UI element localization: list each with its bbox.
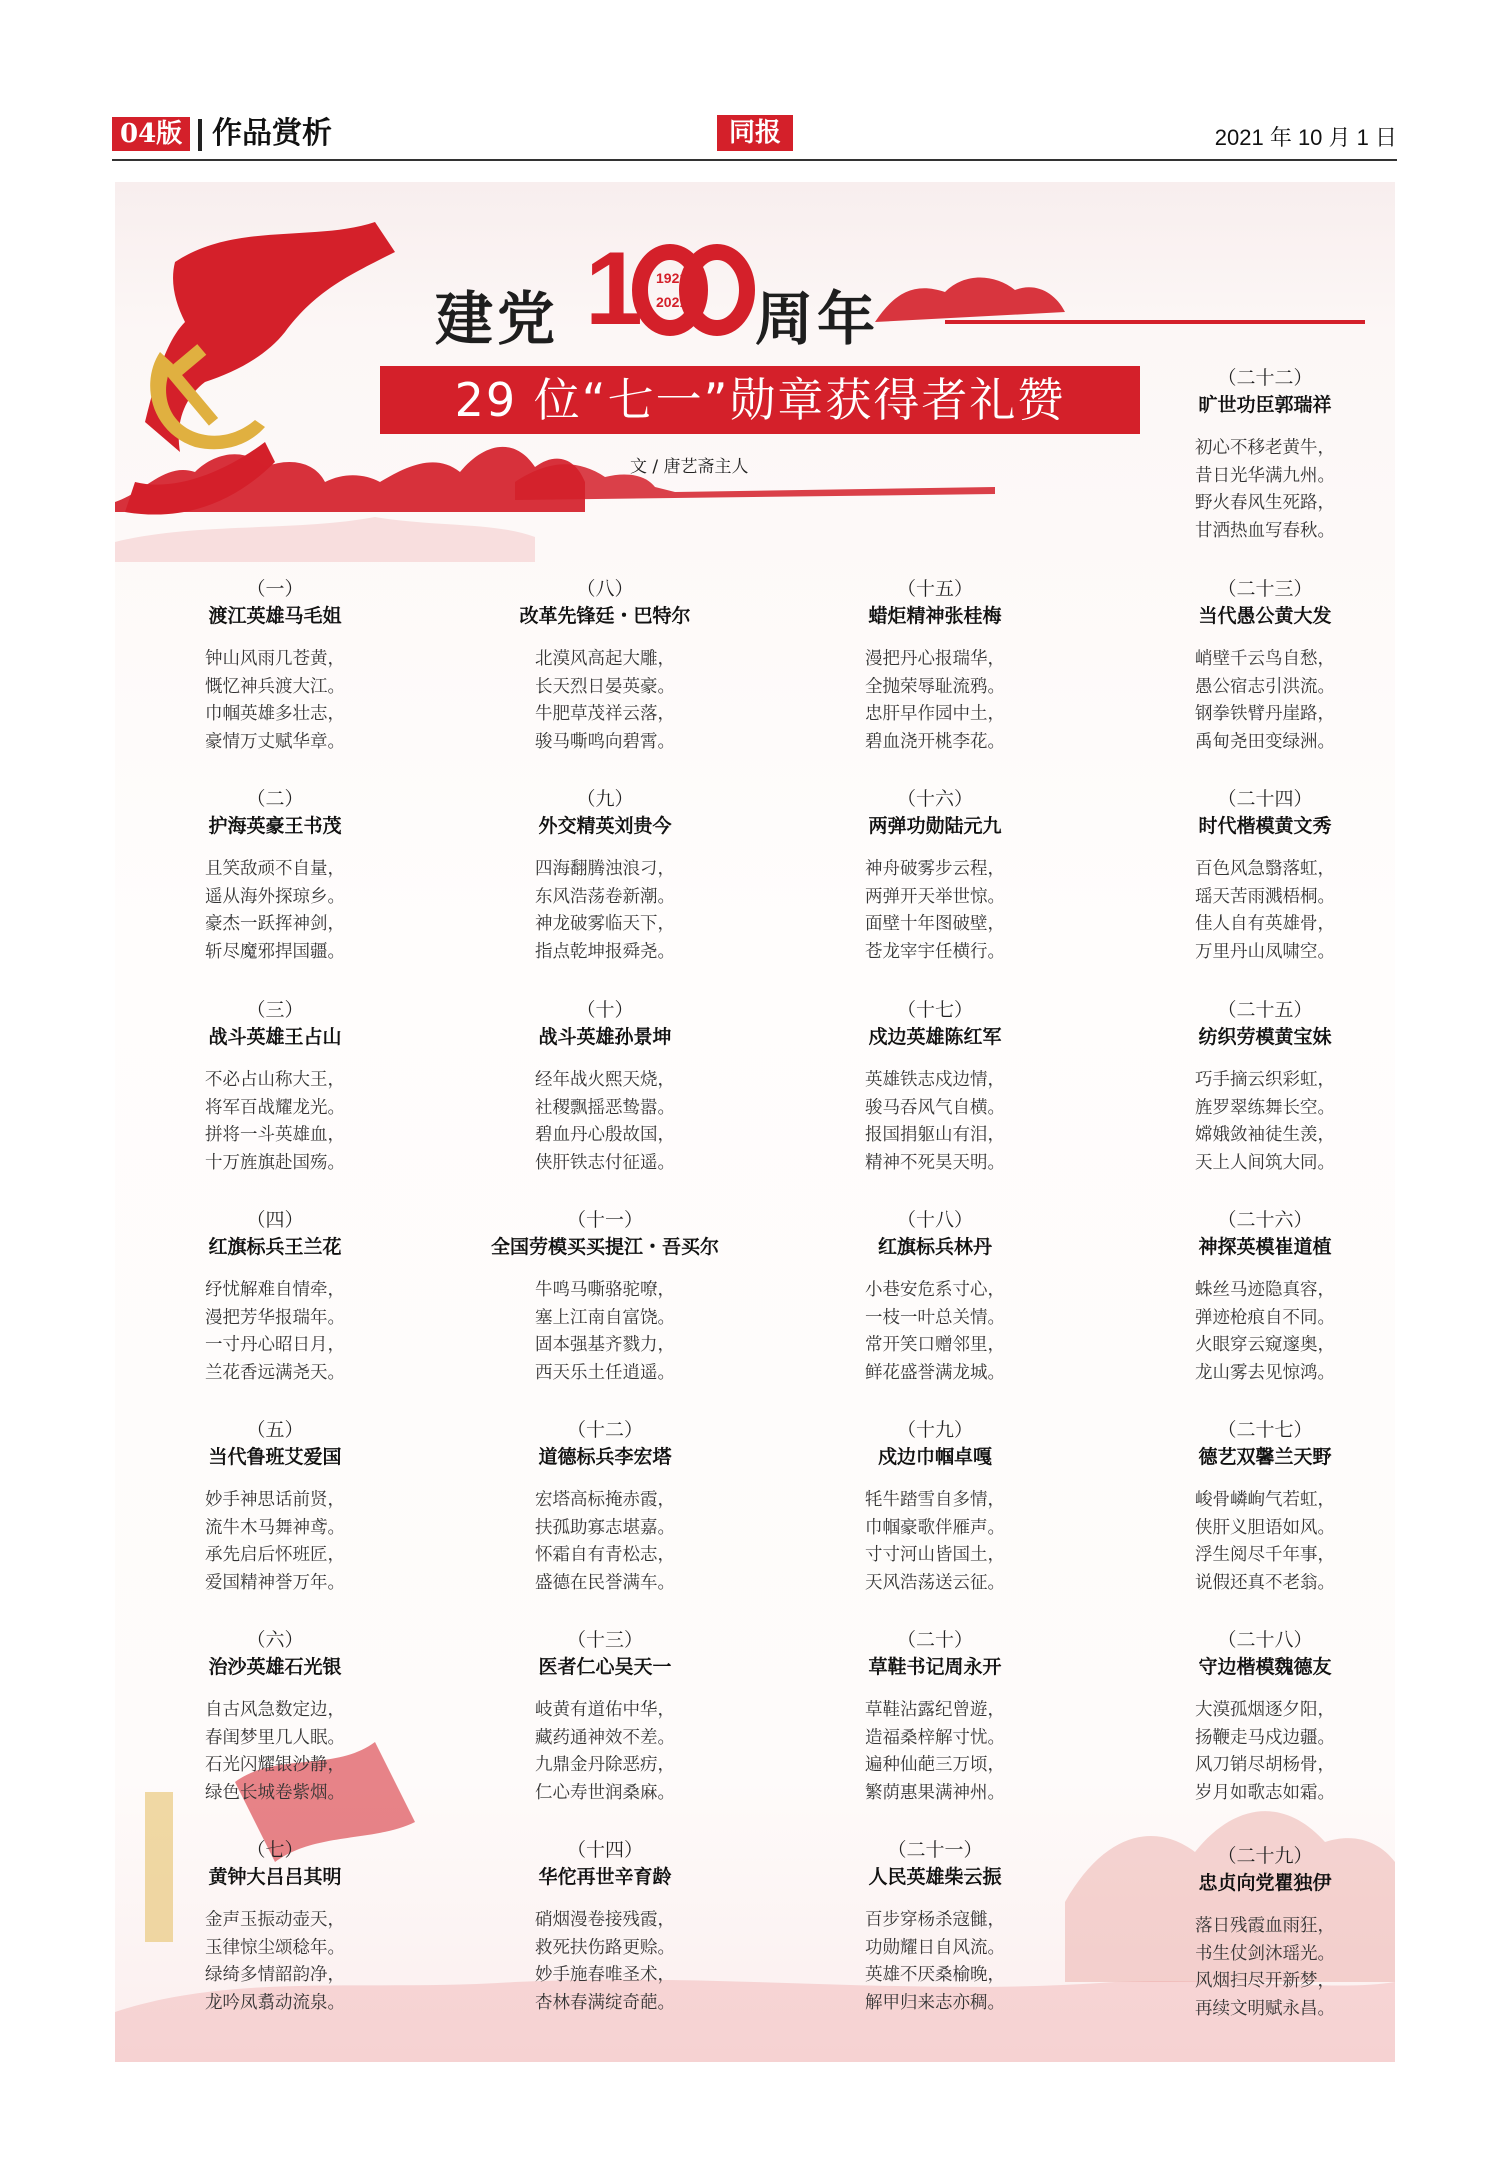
poem-verses: [455, 1067, 755, 1177]
page-title-right: 周年: [755, 285, 880, 353]
poem-line: 石光闪耀银沙静，: [205, 1755, 345, 1775]
poem-line: 玉律惊尘颂稔年。: [205, 1937, 345, 1958]
poem-title: 守边楷模魏德友: [1198, 1656, 1332, 1678]
poem-title: 红旗标兵王兰花: [208, 1236, 342, 1258]
red-mountains-mid: [515, 464, 995, 500]
newspaper-logo: 同报: [717, 115, 793, 151]
poem-title: 草鞋书记周永开: [868, 1656, 1002, 1678]
poem-block: [785, 1417, 1085, 1597]
poem-line: 兰花香远满尧天。: [205, 1362, 345, 1383]
pink-hills: [115, 517, 535, 562]
poem-title: 人民英雄柴云振: [868, 1866, 1002, 1888]
poem-line: 解甲归来志亦稠。: [865, 1992, 1005, 2013]
poem-verses: [1115, 1067, 1395, 1177]
poem-line: 常开笑口赠邻里，: [865, 1335, 1005, 1355]
poem-line: 一枝一叶总关情。: [865, 1307, 1005, 1328]
poem-line: 弹迹枪痕自不同。: [1195, 1307, 1335, 1328]
poem-line: 金声玉振动壶天，: [205, 1910, 345, 1930]
poem-verses: [1115, 1913, 1395, 2023]
poem-number: （七）: [246, 1839, 304, 1861]
poem-title: 忠贞向党瞿独伊: [1198, 1872, 1332, 1894]
poem-line: 报国捐躯山有泪，: [865, 1125, 1005, 1145]
hundred-digit-one: 1: [585, 232, 643, 342]
poem-number: （二十八）: [1217, 1629, 1313, 1651]
poem-block: [785, 1837, 1085, 2017]
poem-verses: [1115, 1277, 1395, 1387]
poem-verses: [785, 1067, 1085, 1177]
centenary-100-logo: [585, 232, 755, 342]
poem-block: [1115, 365, 1395, 545]
poem-number: （八）: [576, 578, 634, 600]
poem-verses: [785, 1907, 1085, 2017]
poem-number: （四）: [246, 1209, 304, 1231]
poem-line: 岐黄有道佑中华，: [535, 1700, 675, 1720]
poem-number: （十）: [576, 999, 634, 1021]
poem-line: 碧血浇开桃李花。: [865, 731, 1005, 752]
poem-verses: [125, 646, 425, 756]
poem-line: 岁月如歌志如霜。: [1195, 1782, 1335, 1803]
poem-block: [455, 1627, 755, 1807]
poem-line: 仁心寿世润桑麻。: [535, 1782, 675, 1803]
poem-number: （二十四）: [1217, 788, 1313, 810]
poem-block: [125, 1417, 425, 1597]
poem-block: [125, 997, 425, 1177]
centenary-100-graphic: [585, 232, 755, 342]
page-title-left: 建党: [435, 285, 560, 353]
poem-line: 自古风急数定边，: [205, 1700, 345, 1720]
poem-title: 渡江英雄马毛姐: [208, 605, 342, 627]
poem-number: （十六）: [896, 788, 973, 810]
poem-block: [125, 1837, 425, 2017]
poem-number: （二十二）: [1217, 367, 1313, 389]
poem-line: 龙吟凤翥动流泉。: [205, 1992, 345, 2013]
poem-line: 救死扶伤路更赊。: [535, 1937, 675, 1958]
poem-line: 寸寸河山皆国土，: [865, 1545, 1005, 1565]
poem-number: （十七）: [896, 999, 973, 1021]
poem-line: 甘洒热血写春秋。: [1195, 520, 1335, 541]
poem-line: 龙山雾去见惊鸿。: [1195, 1362, 1335, 1383]
poem-number: （一）: [246, 578, 304, 600]
poem-line: 忠肝早作园中土，: [865, 704, 1005, 724]
poem-line: 草鞋沾露纪曾遊，: [865, 1700, 1005, 1720]
poem-line: 扶孤助寡志堪嘉。: [535, 1517, 675, 1538]
section-title: 作品赏析: [212, 116, 332, 151]
poem-title: 旷世功臣郭瑞祥: [1198, 394, 1332, 416]
poem-block: [1115, 786, 1395, 966]
poem-line: 绿色长城卷紫烟。: [205, 1782, 345, 1803]
edition-badge: 04版: [112, 117, 190, 151]
poem-verses: [125, 856, 425, 966]
poem-line: 碧血丹心殷故国，: [535, 1125, 675, 1145]
poem-title: 护海英豪王书茂: [208, 815, 342, 837]
poem-number: （六）: [246, 1629, 304, 1651]
poem-line: 天上人间筑大同。: [1195, 1152, 1335, 1173]
poem-verses: [785, 646, 1085, 756]
poem-line: 怀霜自有青松志，: [535, 1545, 675, 1565]
poem-title: 戍边英雄陈红军: [868, 1026, 1002, 1048]
poem-line: 大漠孤烟逐夕阳，: [1195, 1700, 1335, 1720]
poem-number: （二）: [246, 788, 304, 810]
poem-verses: [1115, 646, 1395, 756]
poem-title: 全国劳模买买提江・吾买尔: [490, 1236, 719, 1258]
poem-verses: [785, 1277, 1085, 1387]
poem-line: 社稷飘摇恶鸷嚣。: [535, 1097, 675, 1118]
poem-line: 十万旌旗赴国殇。: [205, 1152, 345, 1173]
poem-block: [125, 1207, 425, 1387]
poem-line: 漫把芳华报瑞年。: [205, 1307, 345, 1328]
poem-title: 治沙英雄石光银: [208, 1656, 342, 1678]
poem-line: 宏塔高标掩赤霞，: [535, 1490, 675, 1510]
poem-line: 繁荫惠果满神州。: [865, 1782, 1005, 1803]
poem-line: 指点乾坤报舜尧。: [535, 941, 675, 962]
poem-line: 慨忆神兵渡大江。: [205, 676, 345, 697]
poem-verses: [125, 1277, 425, 1387]
poem-block: [785, 786, 1085, 966]
poem-line: 春闺梦里几人眠。: [205, 1727, 345, 1748]
poem-line: 巾帼豪歌伴雁声。: [865, 1517, 1005, 1538]
poem-title: 德艺双馨兰天野: [1198, 1446, 1332, 1468]
poem-number: （二十五）: [1217, 999, 1313, 1021]
poem-title: 蜡炬精神张桂梅: [868, 605, 1002, 627]
poem-block: [455, 997, 755, 1177]
poem-line: 北漠风高起大雕，: [535, 649, 675, 669]
poem-line: 鲜花盛誉满龙城。: [865, 1362, 1005, 1383]
poem-line: 侠肝义胆语如风。: [1195, 1517, 1335, 1538]
poem-line: 牛肥草茂祥云落，: [535, 704, 675, 724]
poem-title: 华佗再世辛育龄: [538, 1866, 672, 1888]
poem-block: [785, 1627, 1085, 1807]
poem-title: 战斗英雄王占山: [208, 1026, 342, 1048]
poem-line: 精神不死昊天明。: [865, 1152, 1005, 1173]
poem-line: 豪情万丈赋华章。: [205, 731, 345, 752]
poem-title: 道德标兵李宏塔: [538, 1446, 672, 1468]
poem-block: [125, 786, 425, 966]
poem-line: 漫把丹心报瑞华，: [865, 649, 1005, 669]
poem-line: 初心不移老黄牛，: [1195, 438, 1335, 458]
poem-block: [785, 997, 1085, 1177]
red-ribbon-icon: [145, 222, 395, 452]
poem-line: 功勋耀日自风流。: [865, 1937, 1005, 1958]
poem-line: 爱国精神誉万年。: [205, 1572, 345, 1593]
poem-verses: [785, 1487, 1085, 1597]
poem-line: 天风浩荡送云征。: [865, 1572, 1005, 1593]
poem-line: 旌罗翠练舞长空。: [1195, 1097, 1335, 1118]
poem-line: 造福桑梓解寸忧。: [865, 1727, 1005, 1748]
poem-line: 斩尽魔邪捍国疆。: [205, 941, 345, 962]
poem-number: （二十七）: [1217, 1419, 1313, 1441]
poem-line: 牦牛踏雪自多情，: [865, 1490, 1005, 1510]
poem-title: 战斗英雄孙景坤: [538, 1026, 672, 1048]
poem-block: [455, 576, 755, 756]
poem-line: 四海翻腾浊浪刁，: [535, 859, 675, 879]
poem-line: 嫦娥敛袖徒生羡，: [1195, 1125, 1335, 1145]
poem-line: 将军百战耀龙光。: [205, 1097, 345, 1118]
poem-verses: [785, 1697, 1085, 1807]
poem-line: 骏马嘶鸣向碧霄。: [535, 731, 675, 752]
poem-line: 万里丹山凤啸空。: [1195, 941, 1335, 962]
poem-title: 戍边巾帼卓嘎: [877, 1446, 992, 1468]
poem-title: 外交精英刘贵今: [538, 815, 672, 837]
poem-line: 苍龙宰宇任横行。: [865, 941, 1005, 962]
poem-line: 百步穿杨杀寇雠，: [865, 1910, 1005, 1930]
poem-block: [125, 1627, 425, 1807]
masthead-rule: [112, 159, 1397, 161]
poem-block: [1115, 1207, 1395, 1387]
poem-line: 风刀销尽胡杨骨，: [1195, 1755, 1335, 1775]
poem-title: 两弹功勋陆元九: [868, 815, 1002, 837]
poem-line: 妙手神思话前贤，: [205, 1490, 345, 1510]
poem-line: 书生仗剑沐瑶光。: [1195, 1943, 1335, 1964]
poem-block: [1115, 1627, 1395, 1807]
poem-title: 医者仁心吴天一: [538, 1656, 672, 1678]
poem-verses: [125, 1907, 425, 2017]
poem-title: 神探英模崔道植: [1198, 1236, 1332, 1258]
poem-verses: [455, 1907, 755, 2017]
cloud-mountain-right: [875, 278, 1065, 323]
poem-number: （九）: [576, 788, 634, 810]
poem-title: 黄钟大吕吕其明: [208, 1866, 342, 1888]
header-rule-right: [945, 320, 1365, 324]
poem-block: [125, 576, 425, 756]
poem-title: 改革先锋廷・巴特尔: [519, 605, 691, 627]
poem-title: 当代愚公黄大发: [1198, 605, 1332, 627]
poem-block: [1115, 576, 1395, 756]
poem-number: （十二）: [566, 1419, 643, 1441]
poem-line: 神舟破雾步云程，: [865, 859, 1005, 879]
poem-number: （二十九）: [1217, 1845, 1313, 1867]
red-mountains-left: [115, 447, 585, 512]
poem-block: [455, 786, 755, 966]
poem-line: 骏马吞风气自横。: [865, 1097, 1005, 1118]
poem-line: 纾忧解难自情牵，: [205, 1280, 345, 1300]
poem-line: 九鼎金丹除恶疠，: [535, 1755, 675, 1775]
poem-line: 钟山风雨几苍黄，: [205, 649, 345, 669]
poem-number: （十五）: [896, 578, 973, 600]
poem-line: 东风浩荡卷新潮。: [535, 886, 675, 907]
poem-line: 杏林春满绽奇葩。: [535, 1992, 675, 2013]
poem-line: 拼将一斗英雄血，: [205, 1125, 345, 1145]
poem-number: （十一）: [566, 1209, 643, 1231]
poem-line: 豪杰一跃挥神剑，: [205, 914, 345, 934]
poem-verses: [1115, 435, 1395, 545]
poem-line: 流牛木马舞神鸢。: [205, 1517, 345, 1538]
poem-title: 当代鲁班艾爱国: [208, 1446, 342, 1468]
poem-verses: [1115, 1697, 1395, 1807]
poem-number: （十九）: [896, 1419, 973, 1441]
poem-line: 巾帼英雄多壮志，: [205, 704, 345, 724]
poem-number: （三）: [246, 999, 304, 1021]
poem-verses: [455, 646, 755, 756]
subtitle-banner: 29 位“七一”勋章获得者礼赞: [380, 366, 1140, 434]
poem-line: 一寸丹心昭日月，: [205, 1335, 345, 1355]
poem-number: （十八）: [896, 1209, 973, 1231]
poem-number: （二十）: [896, 1629, 973, 1651]
poem-line: 浮生阅尽千年事，: [1195, 1545, 1335, 1565]
poem-line: 西天乐土任逍遥。: [535, 1362, 675, 1383]
poem-line: 两弹开天举世惊。: [865, 886, 1005, 907]
poem-line: 遍种仙葩三万顷，: [865, 1755, 1005, 1775]
poem-line: 神龙破雾临天下，: [535, 914, 675, 934]
poem-line: 不必占山称大王，: [205, 1070, 345, 1090]
poem-line: 风烟扫尽开新梦，: [1195, 1971, 1335, 1991]
poem-line: 长天烈日晏英豪。: [535, 676, 675, 697]
poem-line: 蛛丝马迹隐真容，: [1195, 1280, 1335, 1300]
poem-number: （二十三）: [1217, 578, 1313, 600]
poem-block: [1115, 997, 1395, 1177]
poem-verses: [125, 1697, 425, 1807]
article-panel: [115, 182, 1395, 2062]
poem-line: 落日残霞血雨狂，: [1195, 1916, 1335, 1936]
poem-verses: [455, 1487, 755, 1597]
poem-line: 硝烟漫卷接残霞，: [535, 1910, 675, 1930]
poem-verses: [455, 1277, 755, 1387]
poem-line: 巧手摘云织彩虹，: [1195, 1070, 1335, 1090]
year-start: 1921: [656, 270, 688, 286]
poem-line: 佳人自有英雄骨，: [1195, 914, 1335, 934]
poem-line: 峭壁千云鸟自愁，: [1195, 649, 1335, 669]
issue-date: 2021 年 10 月 1 日: [1214, 125, 1397, 150]
poem-line: 藏药通神效不差。: [535, 1727, 675, 1748]
poem-line: 钢拳铁臂丹崖路，: [1195, 704, 1335, 724]
poem-line: 盛德在民誉满车。: [535, 1572, 675, 1593]
poem-block: [455, 1837, 755, 2017]
poem-line: 峻骨嶙峋气若虹，: [1195, 1490, 1335, 1510]
poem-verses: [125, 1067, 425, 1177]
author-byline: 文 / 唐艺斋主人: [630, 457, 749, 477]
poem-verses: [455, 1697, 755, 1807]
poem-line: 面壁十年图破壁，: [865, 914, 1005, 934]
poem-number: （十四）: [566, 1839, 643, 1861]
poem-line: 愚公宿志引洪流。: [1195, 676, 1335, 697]
poem-verses: [785, 856, 1085, 966]
year-end: 2021: [656, 294, 688, 310]
poem-line: 承先启后怀班匠，: [205, 1545, 345, 1565]
poem-line: 小巷安危系寸心，: [865, 1280, 1005, 1300]
poem-block: [1115, 1843, 1395, 2023]
poem-verses: [125, 1487, 425, 1597]
poem-block: [1115, 1417, 1395, 1597]
poem-line: 禹甸尧田变绿洲。: [1195, 731, 1335, 752]
poem-line: 说假还真不老翁。: [1195, 1572, 1335, 1593]
poem-title: 时代楷模黄文秀: [1198, 815, 1332, 837]
poem-number: （五）: [246, 1419, 304, 1441]
poem-block: [785, 576, 1085, 756]
poem-line: 英雄不厌桑榆晚，: [865, 1965, 1005, 1985]
poem-title: 纺织劳模黄宝妹: [1198, 1026, 1332, 1048]
poem-line: 且笑敌顽不自量，: [205, 859, 345, 879]
poem-title: 红旗标兵林丹: [877, 1236, 992, 1258]
poem-line: 昔日光华满九州。: [1195, 465, 1335, 486]
poem-verses: [1115, 856, 1395, 966]
poem-line: 英雄铁志戍边情，: [865, 1070, 1005, 1090]
poem-line: 野火春风生死路，: [1195, 493, 1335, 513]
poem-line: 塞上江南自富饶。: [535, 1307, 675, 1328]
poem-line: 再续文明赋永昌。: [1195, 1998, 1335, 2019]
poem-line: 侠肝铁志付征遥。: [535, 1152, 675, 1173]
poem-number: （二十一）: [887, 1839, 983, 1861]
poem-number: （十三）: [566, 1629, 643, 1651]
poem-line: 经年战火熙天烧，: [535, 1070, 675, 1090]
poem-line: 扬鞭走马戍边疆。: [1195, 1727, 1335, 1748]
poem-line: 固本强基齐戮力，: [535, 1335, 675, 1355]
poem-verses: [1115, 1487, 1395, 1597]
masthead-divider: [198, 119, 202, 151]
poem-number: （二十六）: [1217, 1209, 1313, 1231]
masthead: [112, 115, 1397, 161]
poem-line: 牛鸣马嘶骆驼嘹，: [535, 1280, 675, 1300]
poem-line: 瑶天苦雨溅梧桐。: [1195, 886, 1335, 907]
poem-line: 全抛荣辱耻流鸦。: [865, 676, 1005, 697]
poem-line: 绿绮多情韶韵净，: [205, 1965, 345, 1985]
poem-line: 妙手施春唯圣术，: [535, 1965, 675, 1985]
poem-block: [455, 1417, 755, 1597]
poem-verses: [455, 856, 755, 966]
poem-line: 火眼穿云窥邃奥，: [1195, 1335, 1335, 1355]
poem-block: [785, 1207, 1085, 1387]
poem-block: [455, 1207, 755, 1387]
poem-line: 遥从海外探琼乡。: [205, 886, 345, 907]
poem-line: 百色风急翳落虹，: [1195, 859, 1335, 879]
